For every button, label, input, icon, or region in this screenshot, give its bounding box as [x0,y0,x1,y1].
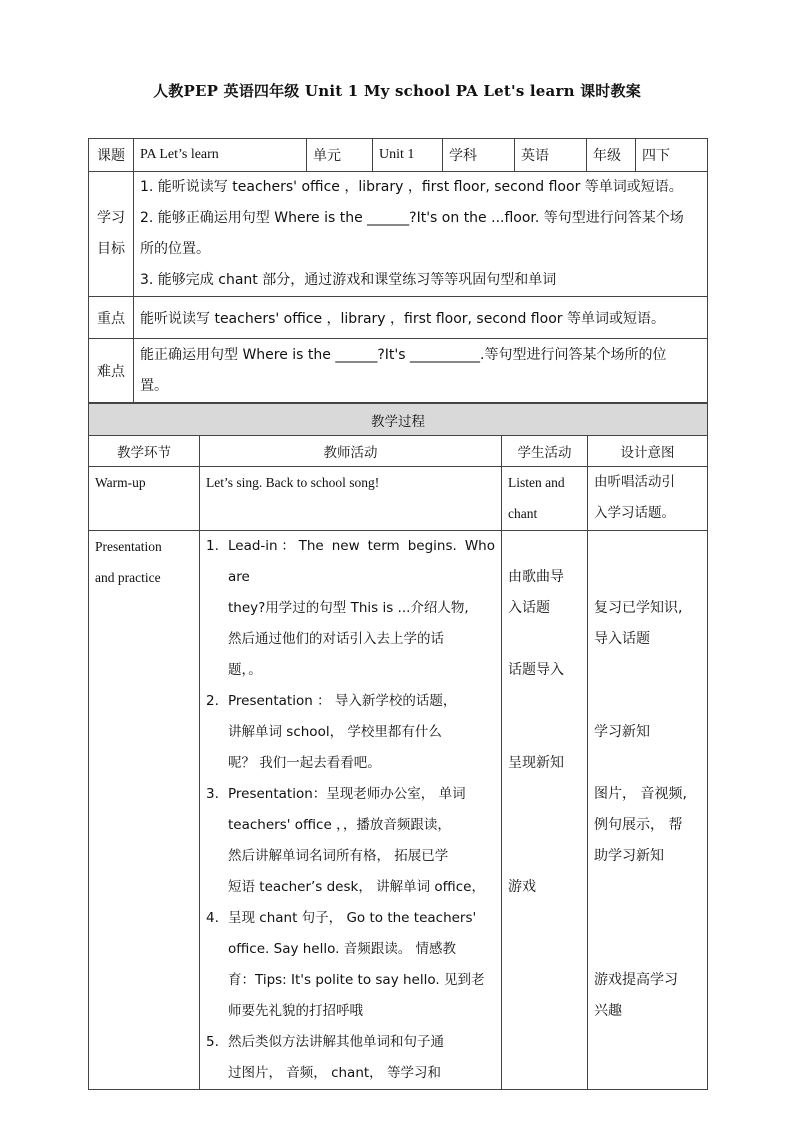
process-title: 教学过程 [89,404,708,436]
presentation-stage [89,531,200,1090]
process-title-row [89,404,708,436]
teacher-step: 2. Presentation ： 导入新学校的话题， 讲解单词 school， 学校里都有什么 呢？ 我们一起去看看吧。 [206,693,457,771]
intent-note: 复习已学知识, [594,600,683,616]
presentation-row [89,531,708,1090]
difficulties-line: 能正确运用句型 Where is the ______?It's __________.等句型进行问答某个场所的位 [140,346,667,363]
teacher-step: 5. 然后类似方法讲解其他单词和句子通 过图片， 音频， chant， 等学习和 [206,1034,444,1081]
warmup-intent-1: 由听唱活动引 [594,474,675,490]
presentation-stage-1: Presentation [95,539,162,554]
presentation-teacher [200,531,502,1090]
intent-note: 例句展示， 帮 [594,817,683,833]
header-stage: 教学环节 [89,436,200,467]
value-grade: 四下 [636,139,708,172]
intent-note: 兴趣 [594,1003,622,1019]
objective-line: 2. 能够正确运用句型 Where is the ______?It's on the ...floor. 等句型进行问答某个场 [140,210,684,226]
teacher-steps-list [206,531,495,1089]
teacher-step: 4. 呈现 chant 句子， Go to the teachers' office. Say hello. 音频跟读。 情感教 育：Tips: It's polite to say hello. 见到老 师要先礼貌的打招呼哦 [206,910,485,1019]
intent-note: 导入话题 [594,631,650,647]
header-teacher: 教师活动 [200,436,502,467]
objective-line: 1. 能听说读写 teachers' office ，library ，first floor, second floor 等单词或短语。 [140,179,683,195]
warmup-intent [588,467,708,531]
student-note: 呈现新知 [508,755,564,771]
teacher-step: 3. Presentation：呈现老师办公室， 单词 teachers' office ，，播放音频跟读， 然后讲解单词名词所有格， 拓展已学 短语 teacher’s desk， 讲解单词 office， [206,786,485,895]
presentation-intent [588,531,708,1090]
warmup-stage: Warm-up [89,467,200,531]
label-subject: 学科 [443,139,515,172]
presentation-student [502,531,588,1090]
presentation-stage-2: and practice [95,570,161,585]
label-key-points: 重点 [89,297,134,339]
process-header-row [89,436,708,467]
objective-line: 3. 能够完成 chant 部分，通过游戏和课堂练习等等巩固句型和单词 [140,272,557,288]
intent-note: 游戏提高学习 [594,972,678,988]
label-objectives-2: 目标 [97,241,125,257]
difficulties-line: 置。 [140,377,168,394]
warmup-row [89,467,708,531]
label-grade: 年级 [587,139,636,172]
student-note: 游戏 [508,879,536,895]
student-note: 入话题 [508,600,550,616]
warmup-student-1: Listen and [508,475,565,490]
header-intent: 设计意图 [588,436,708,467]
label-objectives [89,172,134,297]
label-objectives-1: 学习 [97,210,125,226]
teacher-step: 1. Lead-in：The new term begins. Who are they?用学过的句型 This is ...介绍人物, 然后通过他们的对话引入去上学的话 题，。 [206,538,495,678]
key-points-text: 能听说读写 teachers' office ，library ，first floor, second floor 等单词或短语。 [134,297,708,339]
value-subject: 英语 [515,139,587,172]
student-note: 由歌曲导 [508,569,564,585]
value-topic: PA Let’s learn [134,139,307,172]
objective-line: 所的位置。 [140,241,210,257]
intent-note: 学习新知 [594,724,650,740]
warmup-intent-2: 入学习话题。 [594,505,675,521]
label-unit: 单元 [307,139,373,172]
value-unit: Unit 1 [373,139,443,172]
header-student: 学生活动 [502,436,588,467]
warmup-student-2: chant [508,506,538,521]
key-points-row [89,297,708,339]
objectives-row [89,172,708,297]
warmup-teacher: Let’s sing. Back to school song! [200,467,502,531]
student-note: 话题导入 [508,662,564,678]
difficulties-text [134,339,708,403]
warmup-student [502,467,588,531]
page-title: 人教PEP 英语四年级 Unit 1 My school PA Let's learn 课时教案 [153,82,641,100]
info-row [89,139,708,172]
objectives-content [134,172,708,297]
teaching-process-table [88,403,708,1090]
intent-note: 图片， 音视频, [594,786,687,802]
label-difficulties: 难点 [89,339,134,403]
difficulties-row [89,339,708,403]
label-topic: 课题 [89,139,134,172]
intent-note: 助学习新知 [594,848,664,864]
lesson-info-table [88,138,708,403]
